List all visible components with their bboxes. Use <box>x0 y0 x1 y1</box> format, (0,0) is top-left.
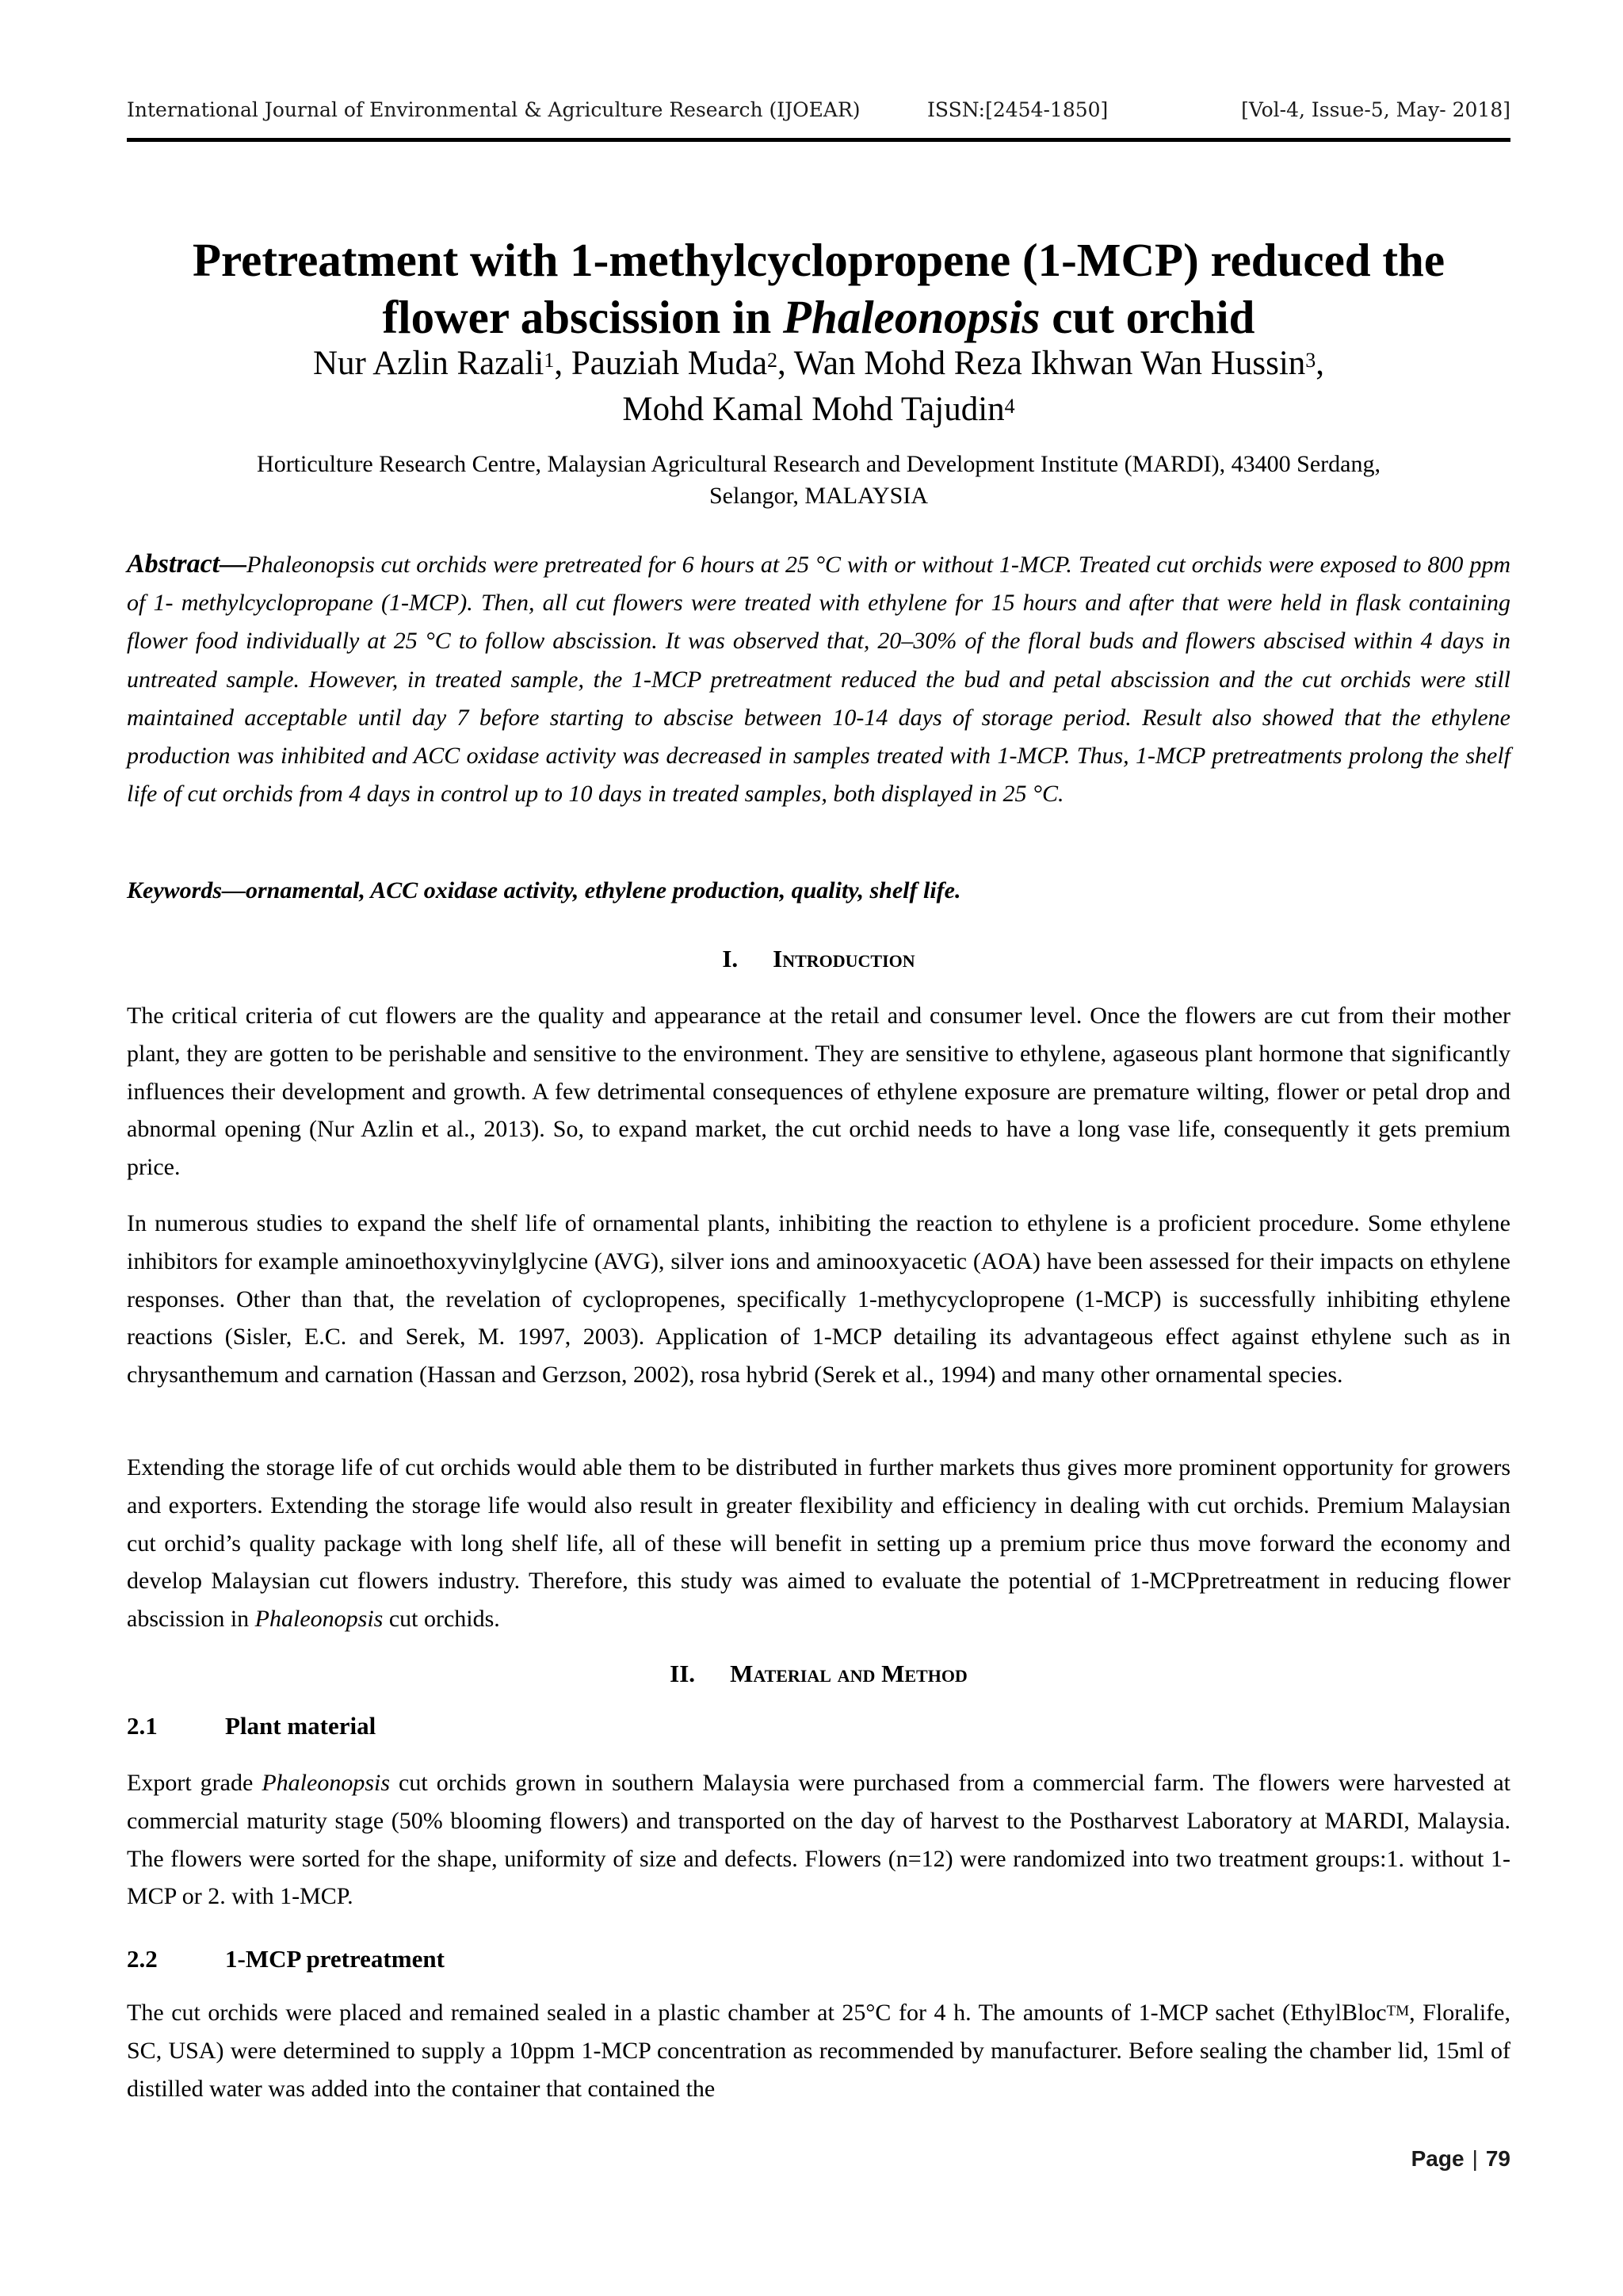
intro-paragraph-1: The critical criteria of cut flowers are the quality and appearance at the retail and consumer level. Once the flowers are cut from their mother plant, they are gotten to be perishable and sensitive to the environment. They are sensitive to ethylene, agaseous plant hormone that significantly influences their development and growth. A few detrimental consequences of ethylene exposure are premature wilting, flower or petal drop and abnormal opening (Nur Azlin et al., 2013). So, to expand market, the cut orchid needs to have a long vase life, consequently it gets premium price. <box>127 1003 1510 1181</box>
plant-p1-text-a: Export grade <box>127 1770 262 1796</box>
section-1-title: Introduction <box>773 945 915 972</box>
trademark-sup: TM <box>1386 2003 1410 2019</box>
plant-p1-genus: Phaleonopsis <box>262 1770 391 1796</box>
mcp-p-text-a: The cut orchids were placed and remained sealed in a plastic chamber at 25°C for 4 h. The amounts of 1-MCP sachet (EthylBloc <box>127 2000 1387 2026</box>
subsection-2-1-heading <box>127 1710 376 1742</box>
issn: ISSN:[2454-1850] <box>927 98 1109 121</box>
page-label: Page <box>1411 2146 1465 2171</box>
section-2-heading <box>127 1658 1510 1690</box>
plant-material-paragraph <box>127 1764 1510 1916</box>
journal-name: International Journal of Environmental & Agriculture Research (IJOEAR) <box>127 98 861 121</box>
affiliation-line-2: Selangor, MALAYSIA <box>708 483 929 509</box>
page-number: 79 <box>1485 2146 1510 2171</box>
author-2: , Pauziah Muda <box>554 345 768 382</box>
mcp-p-text-b: , Floralife, SC, USA) were determined to supply a 10ppm 1-MCP concentration as recommended by manufacturer. Before sealing the chamber lid, 15ml of distilled water was added into the container that contained the <box>127 2000 1510 2102</box>
title-line-2b: cut orchid <box>1040 291 1255 343</box>
section-2-number: II. <box>670 1660 696 1687</box>
affiliation-line-1: Horticulture Research Centre, Malaysian Agricultural Research and Development Institute (MARDI), 43400 Serdang, <box>257 451 1381 477</box>
affiliation <box>127 449 1510 512</box>
plant-p1-text-b: cut orchids grown in southern Malaysia were purchased from a commercial farm. The flowers were harvested at commercial maturity stage (50% blooming flowers) and transported on the day of harvest to the Postharvest Laboratory at MARDI, Malaysia. The flowers were sorted for the shape, uniformity of size and defects. Flowers (n=12) were randomized into two treatment groups:1. without 1-MCP or 2. with 1-MCP. <box>127 1770 1510 1910</box>
header-divider <box>127 138 1510 142</box>
paper-title <box>95 231 1542 346</box>
subsection-2-2-heading <box>127 1943 445 1975</box>
intro-p3-genus: Phaleonopsis <box>254 1606 384 1633</box>
author-3-comma: , <box>1316 345 1325 382</box>
title-genus: Phaleonopsis <box>782 291 1041 343</box>
mcp-pretreatment-paragraph <box>127 1994 1510 2107</box>
abstract <box>127 545 1510 813</box>
section-1-number: I. <box>722 945 739 972</box>
running-header <box>127 98 1510 130</box>
subsection-2-2-number: 2.2 <box>127 1945 158 1973</box>
intro-p3-text-a: Extending the storage life of cut orchids would able them to be distributed in further markets thus gives more prominent opportunity for growers and exporters. Extending the storage life would also result in greater flexibility and efficiency in dealing with cut orchids. Premium Malaysian cut orchid’s quality package with long shelf life, all of these will benefit in setting up a premium price thus move forward the economy and develop Malaysian cut flowers industry. Therefore, this study was aimed to evaluate the potential of 1-MCPpretreatment in reducing flower abscission in <box>127 1454 1510 1633</box>
author-1-affil: 1 <box>544 349 555 372</box>
intro-paragraph-2: In numerous studies to expand the shelf life of ornamental plants, inhibiting the reaction to ethylene is a proficient procedure. Some ethylene inhibitors for example aminoethoxyvinylglycine (AVG), silver ions and aminooxyacetic (AOA) have been assessed for their impacts on ethylene responses. Other than that, the revelation of cyclopropenes, specifically 1-methycyclopropene (1-MCP) is successfully inhibiting ethylene reactions (Sisler, E.C. and Serek, M. 1997, 2003). Application of 1-MCP detailing its advantageous effect against ethylene such as in chrysanthemum and carnation (Hassan and Gerzson, 2002), rosa hybrid (Serek et al., 1994) and many other ornamental species. <box>127 1210 1510 1389</box>
subsection-2-1-title: Plant material <box>225 1712 376 1740</box>
author-4-affil: 4 <box>1004 395 1015 418</box>
subsection-2-1-number: 2.1 <box>127 1712 158 1740</box>
author-1: Nur Azlin Razali <box>312 345 544 382</box>
title-line-1: Pretreatment with 1-methylcyclopropene (1-MCP) reduced the <box>192 234 1445 286</box>
author-list <box>95 341 1542 433</box>
abstract-text: Phaleonopsis cut orchids were pretreated for 6 hours at 25 °C with or without 1-MCP. Treated cut orchids were exposed to 800 ppm of 1- methylcyclopropane (1-MCP). Then, all cut flowers were treated with ethylene for 15 hours and after that were held in flask containing flower food individually at 25 °C to follow abscission. It was observed that, 20–30% of the floral buds and flowers abscised within 4 days in untreated sample. However, in treated sample, the 1-MCP pretreatment reduced the bud and petal abscission and the cut orchids were still maintained acceptable until day 7 before starting to abscise between 10-14 days of storage period. Result also showed that the ethylene production was inhibited and ACC oxidase activity was decreased in samples treated with 1-MCP. Thus, 1-MCP pretreatments prolong the shelf life of cut orchids from 4 days in control up to 10 days in treated samples, both displayed in 25 °C. <box>127 552 1510 808</box>
volume-info: [Vol-4, Issue-5, May- 2018] <box>1241 98 1510 121</box>
author-3-affil: 3 <box>1305 349 1316 372</box>
page-footer <box>1411 2146 1510 2172</box>
abstract-label: Abstract— <box>127 549 247 579</box>
section-2-title: Material and Method <box>730 1660 968 1687</box>
author-4: Mohd Kamal Mohd Tajudin <box>622 391 1005 428</box>
keywords: Keywords—ornamental, ACC oxidase activity, ethylene production, quality, shelf life. <box>127 877 961 904</box>
subsection-2-2-title: 1-MCP pretreatment <box>225 1945 445 1973</box>
intro-p3-text-b: cut orchids. <box>383 1606 500 1633</box>
intro-paragraph-3 <box>127 1449 1510 1638</box>
title-line-2a: flower abscission in <box>382 291 783 343</box>
page-separator: | <box>1472 2146 1478 2171</box>
section-1-heading <box>127 943 1510 975</box>
author-2-affil: 2 <box>767 349 778 372</box>
author-3: , Wan Mohd Reza Ikhwan Wan Hussin <box>777 345 1306 382</box>
